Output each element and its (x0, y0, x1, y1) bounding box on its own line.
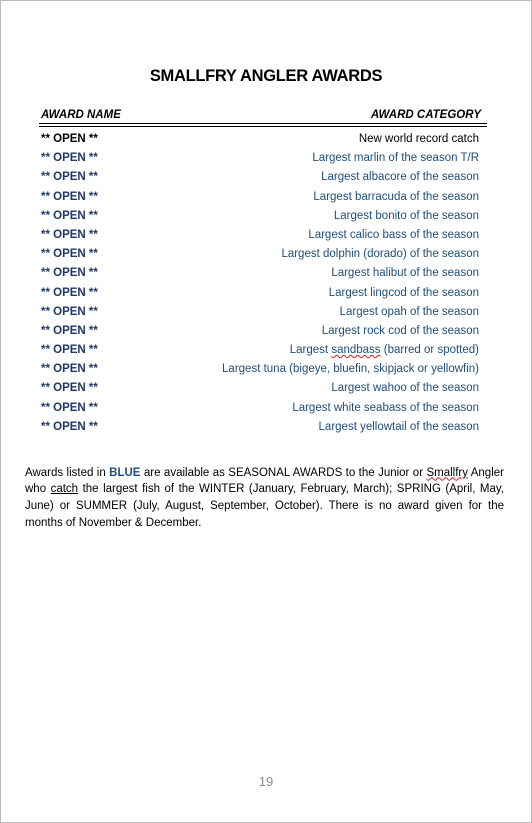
table-row (41, 417, 479, 436)
award-category: Largest rock cod of the season (321, 324, 479, 337)
seasonal-awards-note (25, 465, 504, 532)
award-category: Largest calico bass of the season (308, 228, 479, 241)
award-name: ** OPEN ** (41, 363, 98, 376)
award-name: ** OPEN ** (41, 382, 98, 395)
award-name: ** OPEN ** (41, 152, 98, 165)
award-category: Largest halibut of the season (331, 267, 479, 280)
award-category: Largest white seabass of the season (292, 401, 479, 414)
category-suffix: (barred or spotted) (380, 344, 479, 357)
award-category: Largest bonito of the season (333, 209, 479, 222)
table-header (41, 109, 481, 123)
table-row (41, 148, 479, 167)
award-category: New world record catch (358, 133, 479, 145)
award-name: ** OPEN ** (41, 133, 98, 145)
award-category: Largest tuna (bigeye, bluefin, skipjack or yellowfin) (222, 363, 479, 376)
award-name: ** OPEN ** (41, 248, 98, 261)
award-category: Largest albacore of the season (321, 171, 479, 184)
note-text: the largest fish of the WINTER (January, February, March); SPRING (April, May, June) or SUMMER (July, August, September, October). There is no award given for the months of November & December. (25, 483, 504, 529)
table-row (41, 167, 479, 186)
note-text: are available as SEASONAL AWARDS to the Junior or (140, 466, 427, 479)
award-name: ** OPEN ** (41, 190, 98, 203)
page-title: SMALLFRY ANGLER AWARDS (149, 67, 383, 85)
award-name: ** OPEN ** (41, 209, 98, 222)
category-prefix: Largest (289, 344, 332, 357)
award-name: ** OPEN ** (41, 324, 98, 337)
table-row (41, 302, 479, 321)
note-text: Awards listed in (25, 466, 110, 479)
award-category: Largest marlin of the season T/R (312, 152, 479, 165)
table-row (41, 378, 479, 397)
award-category: Largest barracuda of the season (313, 190, 479, 203)
header-divider (39, 123, 487, 124)
table-row (41, 244, 479, 263)
award-name: ** OPEN ** (41, 420, 98, 433)
award-category: Largest yellowtail of the season (318, 420, 479, 433)
page-number: 19 (258, 774, 274, 789)
blue-keyword: BLUE (109, 466, 141, 479)
spellcheck-word: sandbass (331, 344, 381, 357)
award-name: ** OPEN ** (41, 401, 98, 414)
table-row (41, 340, 479, 359)
awards-table (41, 129, 479, 436)
table-row (41, 398, 479, 417)
award-category: Largest wahoo of the season (331, 382, 479, 395)
underlined-word: catch (50, 483, 79, 496)
table-row (41, 129, 479, 148)
table-row (41, 321, 479, 340)
table-row (41, 225, 479, 244)
table-row (41, 187, 479, 206)
header-divider-double (39, 126, 487, 127)
award-category (290, 344, 479, 356)
award-name-header: AWARD NAME (41, 109, 121, 121)
award-category-header: AWARD CATEGORY (370, 109, 481, 121)
award-name: ** OPEN ** (41, 228, 98, 241)
award-category: Largest opah of the season (339, 305, 479, 318)
table-row (41, 283, 479, 302)
award-name: ** OPEN ** (41, 286, 98, 299)
award-name: ** OPEN ** (41, 344, 98, 357)
award-name: ** OPEN ** (41, 171, 98, 184)
note-text: Angler who (25, 466, 504, 496)
spellcheck-word: Smallfry (426, 466, 468, 479)
award-name: ** OPEN ** (41, 305, 98, 318)
award-category: Largest lingcod of the season (328, 286, 479, 299)
table-row (41, 206, 479, 225)
table-row (41, 263, 479, 282)
award-category: Largest dolphin (dorado) of the season (281, 248, 479, 261)
table-row (41, 359, 479, 378)
award-name: ** OPEN ** (41, 267, 98, 280)
